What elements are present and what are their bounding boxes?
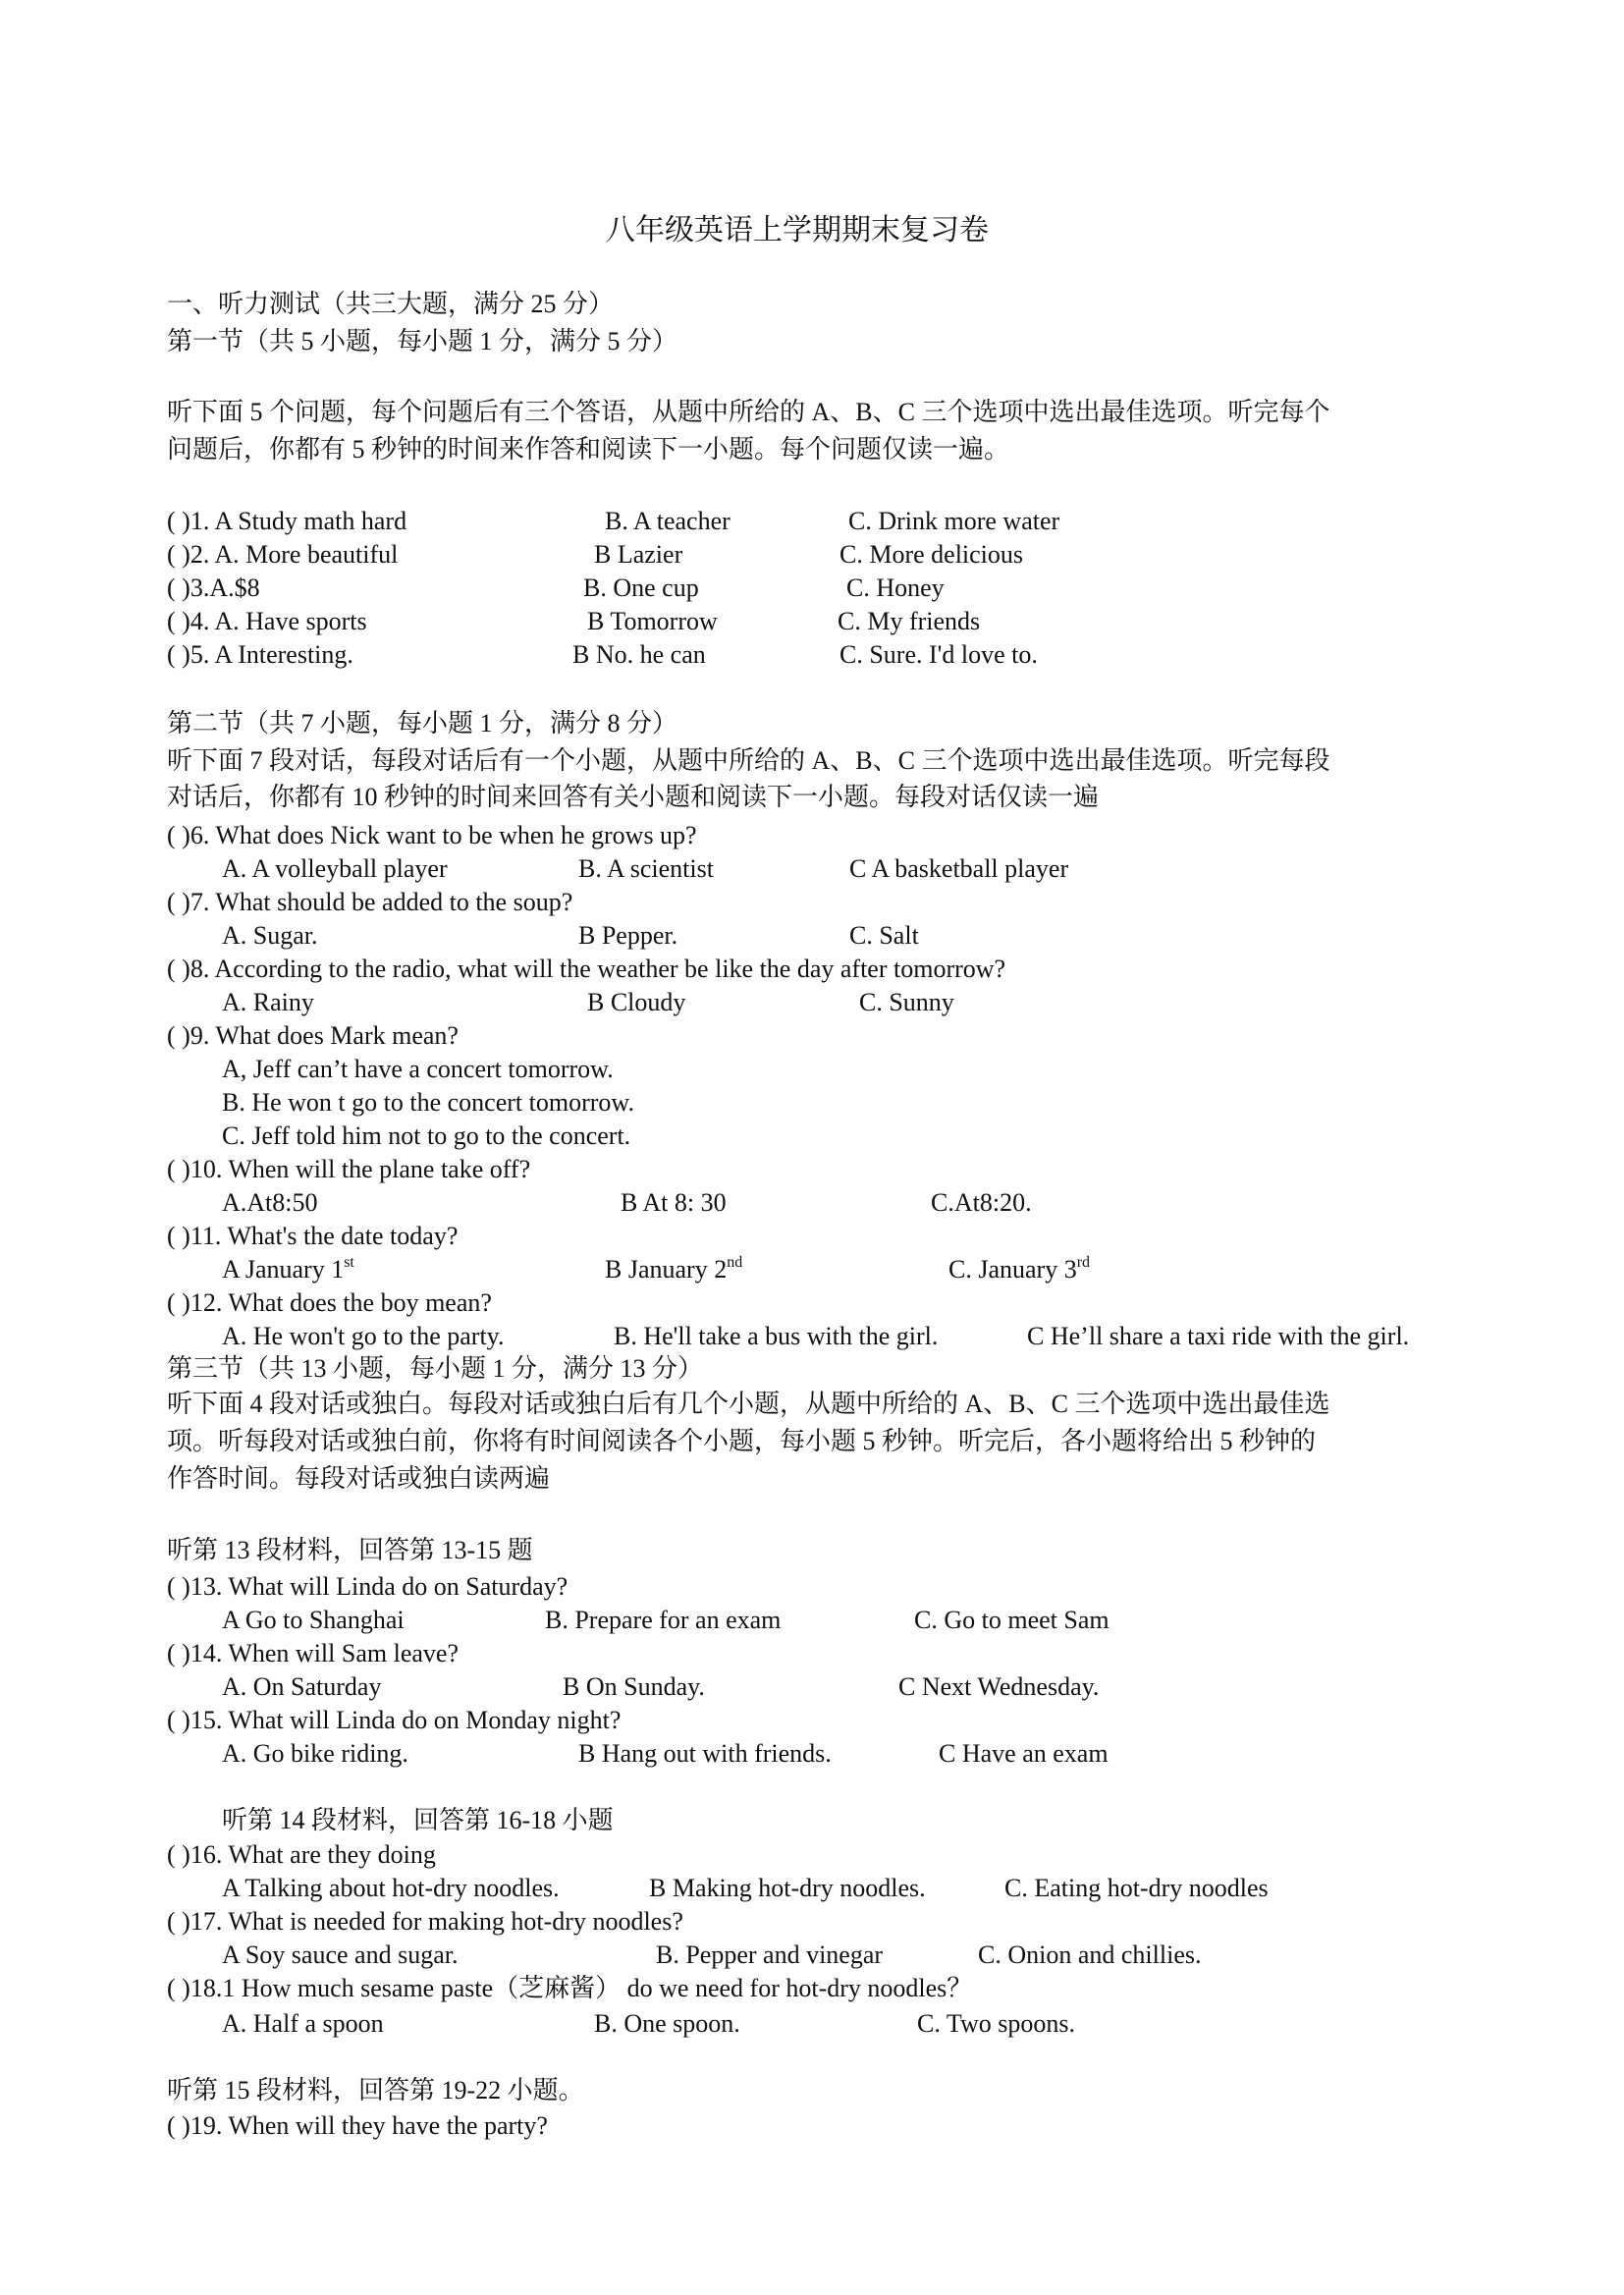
option-c: C A basketball player (849, 854, 1069, 883)
option-a: A. Rainy (222, 988, 314, 1016)
option-a-text: A January 1 (222, 1255, 345, 1284)
option-a: A. Sugar. (222, 921, 318, 950)
question-stem: ( )7. What should be added to the soup? (167, 888, 573, 916)
question-stem: ( )8. According to the radio, what will the weather be like the day after tomorrow? (167, 955, 1006, 983)
option-c: C Next Wednesday. (898, 1672, 1100, 1701)
option-b: B Pepper. (578, 921, 678, 950)
option-b: B. Pepper and vinegar (656, 1940, 884, 1969)
question-stem: ( )16. What are they doing (167, 1840, 436, 1869)
section2-heading: 第二节（共 7 小题，每小题 1 分，满分 8 分） (167, 709, 678, 738)
option-a: A. He won't go to the party. (222, 1322, 505, 1350)
option-c: C. Two spoons. (917, 2009, 1075, 2038)
ordinal-suffix: nd (727, 1254, 743, 1271)
question-stem: ( )13. What will Linda do on Saturday? (167, 1572, 568, 1601)
question-stem: ( )11. What's the date today? (167, 1222, 459, 1250)
section3-heading: 第三节（共 13 小题，每小题 1 分，满分 13 分） (167, 1354, 704, 1383)
question-stem: ( )14. When will Sam leave? (167, 1639, 459, 1667)
question-stem: ( )2. A. More beautiful (167, 540, 399, 569)
question-stem: ( )18.1 How much sesame paste（芝麻酱） do we need for hot-dry noodles？ (167, 1974, 973, 2002)
option-c: C He’ll share a taxi ride with the girl. (1027, 1322, 1410, 1350)
ordinal-suffix: st (344, 1254, 354, 1271)
option-b: B At 8: 30 (621, 1188, 727, 1217)
option-a: A. Go bike riding. (222, 1739, 408, 1768)
option-c: C.At8:20. (931, 1188, 1032, 1217)
option-b: B. He'll take a bus with the girl. (614, 1322, 939, 1350)
option-a: A. A volleyball player (222, 854, 448, 883)
option-c: C. More delicious (839, 540, 1024, 569)
question-stem: ( )15. What will Linda do on Monday night? (167, 1706, 622, 1734)
section1-heading: 第一节（共 5 小题，每小题 1 分，满分 5 分） (167, 327, 678, 355)
option-c: C. Sure. I'd love to. (839, 640, 1038, 669)
section3-instruction: 项。听每段对话或独白前，你将有时间阅读各个小题，每小题 5 秒钟。听完后，各小题将给出 5 秒钟的 (167, 1427, 1317, 1455)
section3-instruction: 作答时间。每段对话或独白读两遍 (167, 1464, 551, 1493)
option-b: B On Sunday. (563, 1672, 705, 1701)
question-stem: ( )5. A Interesting. (167, 640, 353, 669)
section3-instruction: 听下面 4 段对话或独白。每段对话或独白后有几个小题，从题中所给的 A、B、C 三个选项中选出最佳选 (167, 1390, 1330, 1418)
option-b: B Hang out with friends. (578, 1739, 832, 1768)
section1-instruction: 听下面 5 个问题，每个问题后有三个答语，从题中所给的 A、B、C 三个选项中选出最佳选项。听完每个 (167, 398, 1330, 426)
option-a: A Go to Shanghai (222, 1606, 405, 1634)
option-b: B No. he can (572, 640, 706, 669)
option-b-text: B January 2 (605, 1255, 728, 1284)
section1-instruction: 问题后，你都有 5 秒钟的时间来作答和阅读下一小题。每个问题仅读一遍。 (167, 435, 1010, 464)
question-stem: ( )4. A. Have sports (167, 607, 367, 635)
option-b: B. A teacher (605, 507, 731, 535)
option-c: C. Onion and chillies. (978, 1940, 1202, 1969)
option-c: C. Sunny (859, 988, 954, 1016)
material-heading: 听第 15 段材料，回答第 19-22 小题。 (167, 2076, 584, 2104)
option-c: C. Eating hot-dry noodles (1004, 1874, 1269, 1902)
option-a: A Talking about hot-dry noodles. (222, 1874, 560, 1902)
option-b: B Tomorrow (587, 607, 718, 635)
material-heading: 听第 14 段材料，回答第 16-18 小题 (222, 1806, 614, 1834)
page-title: 八年级英语上学期期末复习卷 (606, 214, 989, 246)
option-c: C. My friends (838, 607, 981, 635)
option-a: A, Jeff can’t have a concert tomorrow. (222, 1055, 614, 1083)
option-a: A.At8:50 (222, 1188, 318, 1217)
option-c (948, 1253, 1090, 1286)
option-c: C. Go to meet Sam (914, 1606, 1110, 1634)
option-b: B. Prepare for an exam (545, 1606, 782, 1634)
question-stem: ( )10. When will the plane take off? (167, 1155, 531, 1183)
question-stem: ( )19. When will they have the party? (167, 2111, 548, 2140)
option-a (222, 1253, 354, 1286)
option-b: B Making hot-dry noodles. (649, 1874, 926, 1902)
option-c: C. Honey (846, 574, 945, 602)
option-a: A Soy sauce and sugar. (222, 1940, 459, 1969)
ordinal-suffix: rd (1076, 1254, 1091, 1271)
question-stem: ( )6. What does Nick want to be when he grows up? (167, 821, 697, 849)
question-stem: ( )17. What is needed for making hot-dry noodles? (167, 1907, 683, 1936)
option-b: B. He won t go to the concert tomorrow. (222, 1088, 634, 1117)
option-a: A. Half a spoon (222, 2009, 384, 2038)
option-c: C. Salt (849, 921, 919, 950)
option-c: C. Drink more water (848, 507, 1060, 535)
option-b: B Lazier (594, 540, 683, 569)
question-stem: ( )9. What does Mark mean? (167, 1021, 459, 1050)
question-stem: ( )12. What does the boy mean? (167, 1288, 492, 1317)
option-c-text: C. January 3 (948, 1255, 1077, 1284)
option-b (605, 1253, 742, 1286)
material-heading: 听第 13 段材料，回答第 13-15 题 (167, 1536, 533, 1564)
option-a: A. On Saturday (222, 1672, 382, 1701)
section2-instruction: 听下面 7 段对话，每段对话后有一个小题，从题中所给的 A、B、C 三个选项中选出最佳选项。听完每段 (167, 746, 1330, 775)
part1-heading: 一、听力测试（共三大题，满分 25 分） (167, 290, 615, 318)
section2-instruction: 对话后，你都有 10 秒钟的时间来回答有关小题和阅读下一小题。每段对话仅读一遍 (167, 783, 1100, 811)
option-c: C Have an exam (939, 1739, 1109, 1768)
option-b: B Cloudy (587, 988, 686, 1016)
option-c: C. Jeff told him not to go to the concert. (222, 1121, 631, 1150)
option-b: B. One cup (583, 574, 699, 602)
option-b: B. One spoon. (594, 2009, 740, 2038)
question-stem: ( )3.A.$8 (167, 574, 260, 602)
question-stem: ( )1. A Study math hard (167, 507, 407, 535)
option-b: B. A scientist (578, 854, 714, 883)
